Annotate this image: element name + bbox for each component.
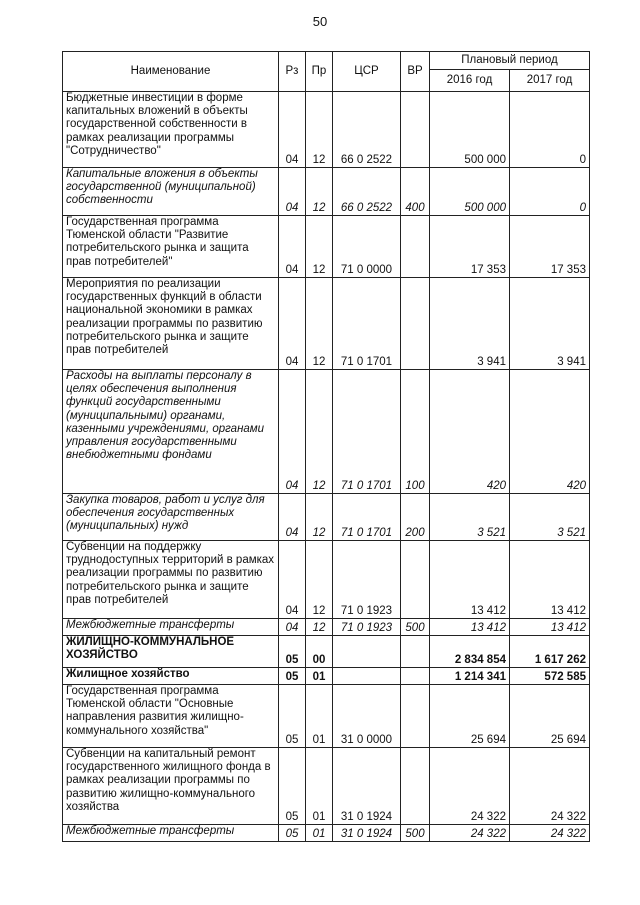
header-pr: Пр — [306, 52, 333, 92]
row-csr — [333, 636, 401, 668]
row-vr: 200 — [401, 494, 430, 541]
row-vr — [401, 278, 430, 370]
table-row — [63, 92, 590, 168]
row-pr: 00 — [306, 636, 333, 668]
row-2016: 13 412 — [430, 541, 510, 619]
row-vr: 100 — [401, 370, 430, 494]
row-2016: 500 000 — [430, 168, 510, 216]
row-name: Государственная программа Тюменской области "Развитие потребительского рынка и защита прав потребителей" — [63, 216, 279, 278]
row-csr: 31 0 0000 — [333, 685, 401, 748]
row-2017: 13 412 — [510, 619, 590, 636]
row-pr: 12 — [306, 541, 333, 619]
row-csr: 66 0 2522 — [333, 92, 401, 168]
row-2016: 3 521 — [430, 494, 510, 541]
row-2016: 500 000 — [430, 92, 510, 168]
row-csr: 66 0 2522 — [333, 168, 401, 216]
row-name: Межбюджетные трансферты — [63, 825, 279, 842]
row-pr: 01 — [306, 668, 333, 685]
row-2016: 3 941 — [430, 278, 510, 370]
table-row — [63, 168, 590, 216]
row-2017: 1 617 262 — [510, 636, 590, 668]
row-2017: 0 — [510, 92, 590, 168]
row-2017: 24 322 — [510, 825, 590, 842]
table-row — [63, 825, 590, 842]
row-csr: 71 0 1923 — [333, 541, 401, 619]
row-name: Расходы на выплаты персоналу в целях обеспечения выполнения функций государственными (муниципальными) органами, казенными учреждениями, органами управления государственными внебюджетными фондами — [63, 370, 279, 494]
row-pr: 12 — [306, 278, 333, 370]
row-rz: 05 — [279, 825, 306, 842]
row-rz: 05 — [279, 636, 306, 668]
row-rz: 04 — [279, 168, 306, 216]
header-rz: Рз — [279, 52, 306, 92]
row-rz: 04 — [279, 216, 306, 278]
row-vr — [401, 668, 430, 685]
row-pr: 12 — [306, 494, 333, 541]
row-rz: 04 — [279, 619, 306, 636]
row-2016: 2 834 854 — [430, 636, 510, 668]
row-2016: 420 — [430, 370, 510, 494]
row-pr: 01 — [306, 825, 333, 842]
row-name: Капитальные вложения в объекты государственной (муниципальной) собственности — [63, 168, 279, 216]
row-2017: 420 — [510, 370, 590, 494]
table-row — [63, 668, 590, 685]
row-name: Бюджетные инвестиции в форме капитальных вложений в объекты государственной собственности в рамках реализации программы "Сотрудничество" — [63, 92, 279, 168]
row-2016: 13 412 — [430, 619, 510, 636]
row-pr: 12 — [306, 370, 333, 494]
header-year-2016: 2016 год — [430, 70, 510, 92]
row-pr: 01 — [306, 748, 333, 825]
row-2017: 3 521 — [510, 494, 590, 541]
table-row — [63, 216, 590, 278]
row-2017: 3 941 — [510, 278, 590, 370]
row-2017: 0 — [510, 168, 590, 216]
row-rz: 04 — [279, 370, 306, 494]
row-pr: 12 — [306, 92, 333, 168]
row-2017: 24 322 — [510, 748, 590, 825]
row-csr: 71 0 1701 — [333, 494, 401, 541]
row-2016: 24 322 — [430, 825, 510, 842]
table-row — [63, 619, 590, 636]
row-csr: 71 0 1923 — [333, 619, 401, 636]
header-vr: ВР — [401, 52, 430, 92]
row-vr — [401, 92, 430, 168]
row-2017: 17 353 — [510, 216, 590, 278]
row-pr: 01 — [306, 685, 333, 748]
row-csr: 71 0 0000 — [333, 216, 401, 278]
budget-table — [62, 51, 590, 842]
row-2017: 25 694 — [510, 685, 590, 748]
row-csr: 71 0 1701 — [333, 278, 401, 370]
row-2016: 17 353 — [430, 216, 510, 278]
header-period: Плановый период — [430, 52, 590, 70]
row-name: Субвенции на поддержку труднодоступных территорий в рамках реализации программы по развитию потребительского рынка и защите прав потребителей — [63, 541, 279, 619]
row-2016: 25 694 — [430, 685, 510, 748]
row-vr — [401, 541, 430, 619]
row-2017: 572 585 — [510, 668, 590, 685]
row-vr: 400 — [401, 168, 430, 216]
header-csr: ЦСР — [333, 52, 401, 92]
row-2016: 1 214 341 — [430, 668, 510, 685]
row-rz: 05 — [279, 685, 306, 748]
table-row — [63, 685, 590, 748]
table-row — [63, 748, 590, 825]
row-pr: 12 — [306, 168, 333, 216]
table-row — [63, 494, 590, 541]
header-year-2017: 2017 год — [510, 70, 590, 92]
row-name: Мероприятия по реализации государственных функций в области национальной экономики в рамках реализации программы по развитию потребительского рынка и защите прав потребителей — [63, 278, 279, 370]
row-vr — [401, 216, 430, 278]
row-2016: 24 322 — [430, 748, 510, 825]
row-csr — [333, 668, 401, 685]
row-name: ЖИЛИЩНО-КОММУНАЛЬНОЕ ХОЗЯЙСТВО — [63, 636, 279, 668]
row-vr — [401, 636, 430, 668]
row-name: Межбюджетные трансферты — [63, 619, 279, 636]
row-rz: 04 — [279, 278, 306, 370]
row-rz: 05 — [279, 748, 306, 825]
row-name: Государственная программа Тюменской области "Основные направления развития жилищно-коммунального хозяйства" — [63, 685, 279, 748]
row-rz: 05 — [279, 668, 306, 685]
row-2017: 13 412 — [510, 541, 590, 619]
table-row — [63, 278, 590, 370]
row-csr: 31 0 1924 — [333, 748, 401, 825]
row-vr: 500 — [401, 619, 430, 636]
table-row — [63, 370, 590, 494]
row-name: Субвенции на капитальный ремонт государственного жилищного фонда в рамках реализации программы по развитию жилищно-коммунального хозяйства — [63, 748, 279, 825]
row-rz: 04 — [279, 494, 306, 541]
row-vr — [401, 748, 430, 825]
row-pr: 12 — [306, 619, 333, 636]
row-vr — [401, 685, 430, 748]
page-number: 50 — [312, 14, 328, 29]
table-row — [63, 636, 590, 668]
row-rz: 04 — [279, 541, 306, 619]
row-csr: 31 0 1924 — [333, 825, 401, 842]
header-name: Наименование — [63, 52, 279, 92]
row-name: Жилищное хозяйство — [63, 668, 279, 685]
table-row — [63, 541, 590, 619]
row-pr: 12 — [306, 216, 333, 278]
row-rz: 04 — [279, 92, 306, 168]
row-vr: 500 — [401, 825, 430, 842]
row-csr: 71 0 1701 — [333, 370, 401, 494]
row-name: Закупка товаров, работ и услуг для обеспечения государственных (муниципальных) нужд — [63, 494, 279, 541]
